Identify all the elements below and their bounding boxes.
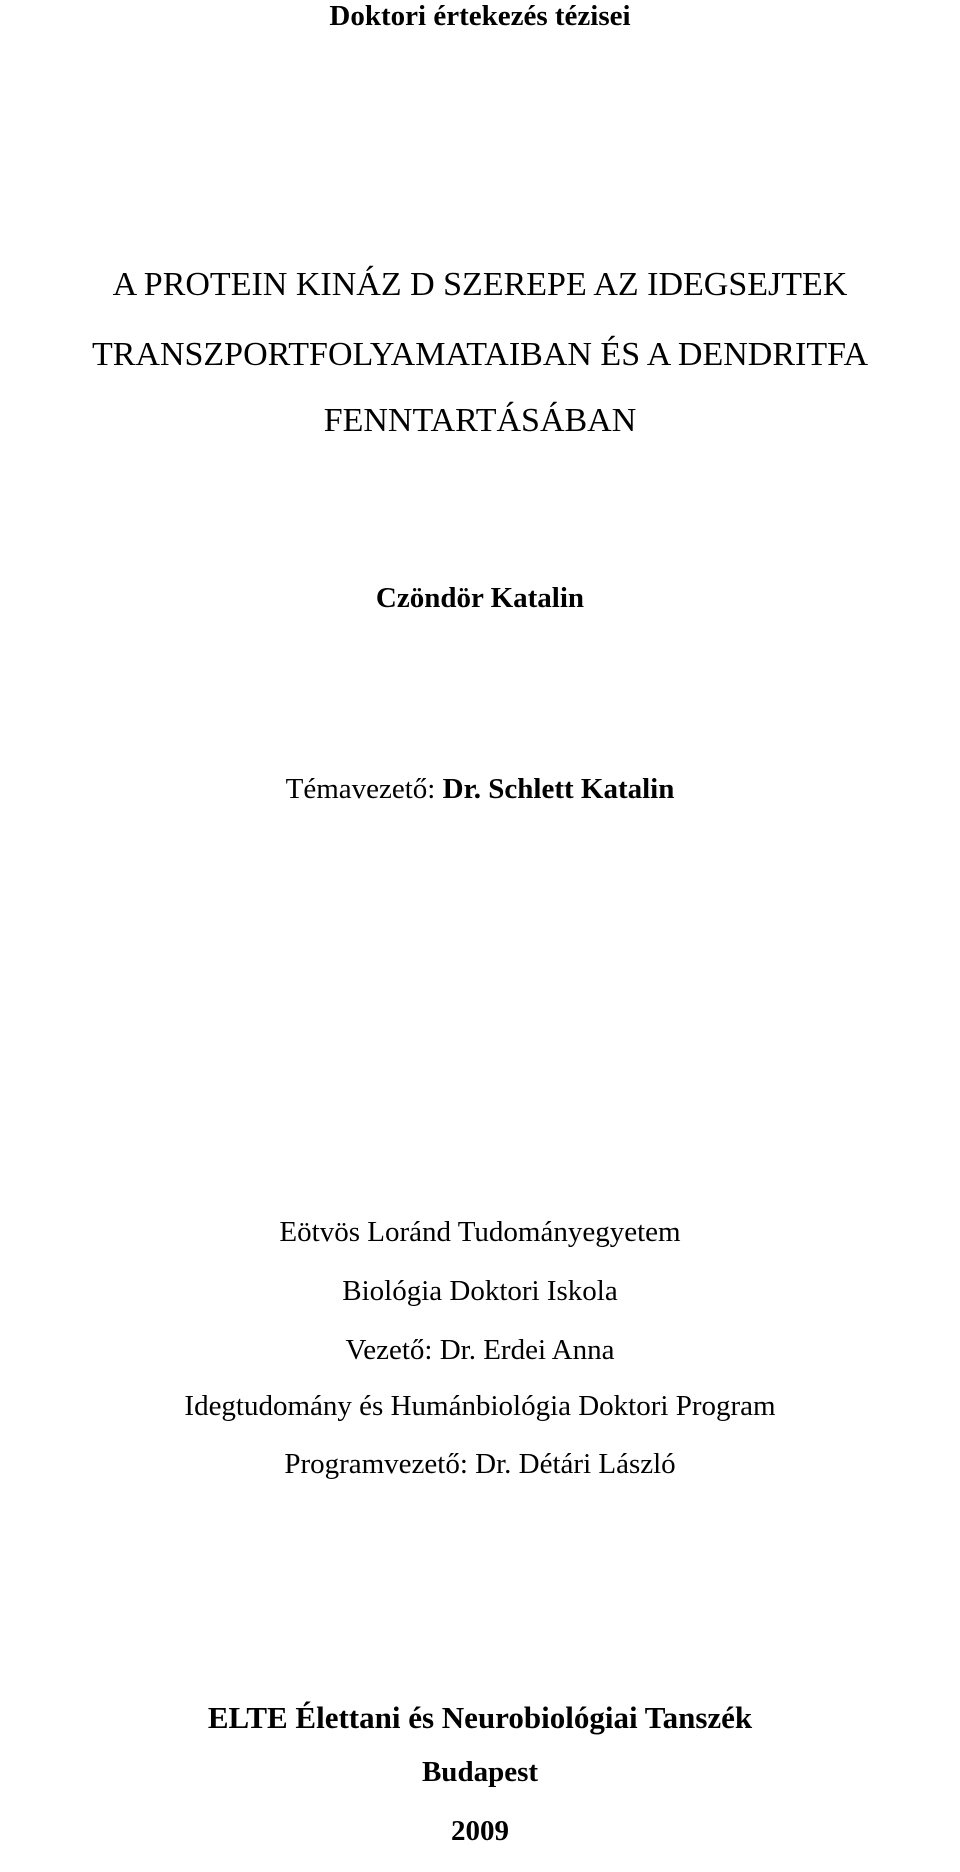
thesis-title-line-1: A PROTEIN KINÁZ D SZEREPE AZ IDEGSEJTEK <box>112 266 848 303</box>
supervisor-name: Dr. Schlett Katalin <box>442 773 675 805</box>
doctoral-school: Biológia Doktori Iskola <box>342 1275 618 1307</box>
department-name: ELTE Élettani és Neurobiológiai Tanszék <box>207 1700 753 1735</box>
year: 2009 <box>451 1815 509 1847</box>
author-name: Czöndör Katalin <box>375 582 585 614</box>
doctoral-program: Idegtudomány és Humánbiológia Doktori Program <box>184 1390 776 1422</box>
school-head: Vezető: Dr. Erdei Anna <box>345 1334 615 1366</box>
thesis-title-line-3: FENNTARTÁSÁBAN <box>323 402 637 439</box>
supervisor-line <box>0 775 960 804</box>
document-type-heading: Doktori értekezés tézisei <box>329 0 631 32</box>
supervisor-label: Témavezető: <box>285 773 443 805</box>
thesis-title-line-2: TRANSZPORTFOLYAMATAIBAN ÉS A DENDRITFA <box>91 336 869 373</box>
university-name: Eötvös Loránd Tudományegyetem <box>279 1216 681 1248</box>
program-head: Programvezető: Dr. Détári László <box>284 1448 676 1480</box>
city: Budapest <box>421 1756 539 1788</box>
